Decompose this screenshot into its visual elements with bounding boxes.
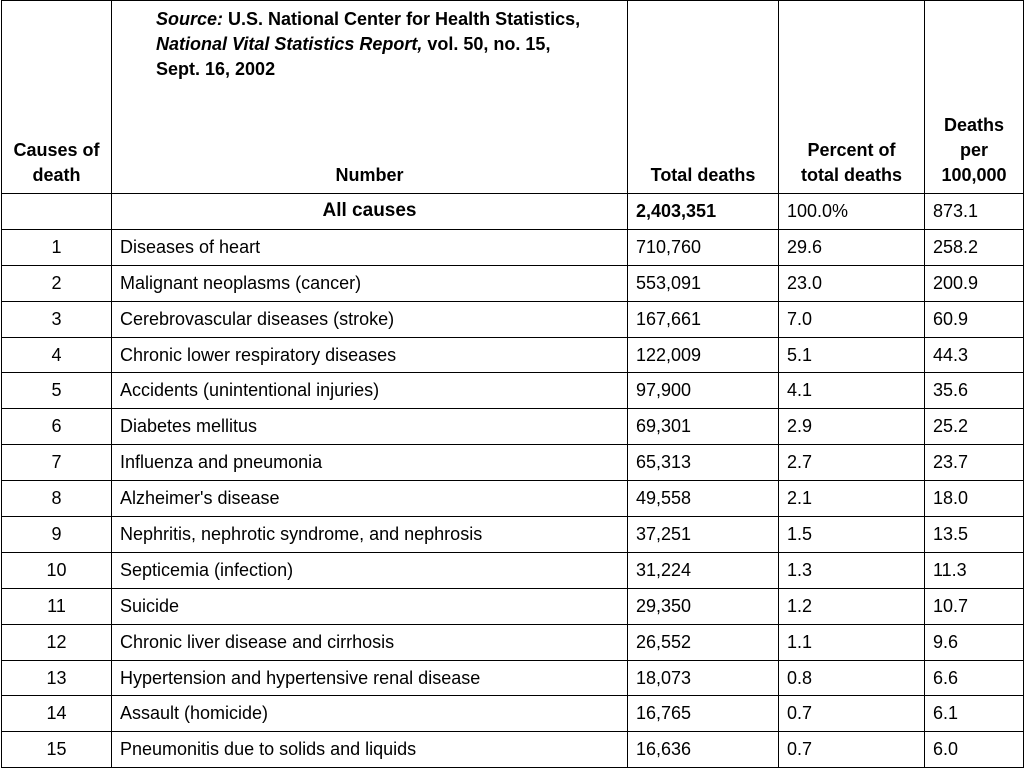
header-row <box>2 1 1024 194</box>
table-row <box>2 301 1024 337</box>
cause-cell: Nephritis, nephrotic syndrome, and nephrosis <box>112 517 628 553</box>
all-causes-rank <box>2 194 112 230</box>
cause-cell: Diseases of heart <box>112 229 628 265</box>
cause-cell: Chronic lower respiratory diseases <box>112 337 628 373</box>
percent-cell: 0.7 <box>779 732 925 768</box>
rate-cell: 44.3 <box>925 337 1024 373</box>
rank-cell: 3 <box>2 301 112 337</box>
rank-cell: 11 <box>2 588 112 624</box>
percent-cell: 23.0 <box>779 265 925 301</box>
total-deaths-cell: 69,301 <box>628 409 779 445</box>
deaths-table <box>1 0 1024 768</box>
percent-cell: 2.1 <box>779 481 925 517</box>
rate-cell: 6.1 <box>925 696 1024 732</box>
percent-header: Percent of total deaths <box>779 1 925 194</box>
source-text-2: vol. 50, no. 15, Sept. 16, 2002 <box>156 34 551 79</box>
total-deaths-cell: 65,313 <box>628 445 779 481</box>
rate-header: Deaths per 100,000 <box>925 1 1024 194</box>
rank-cell: 12 <box>2 624 112 660</box>
rate-cell: 258.2 <box>925 229 1024 265</box>
all-causes-row <box>2 194 1024 230</box>
table-row <box>2 409 1024 445</box>
total-deaths-cell: 37,251 <box>628 517 779 553</box>
table-row <box>2 481 1024 517</box>
rank-cell: 9 <box>2 517 112 553</box>
rank-cell: 5 <box>2 373 112 409</box>
table-row <box>2 265 1024 301</box>
percent-cell: 7.0 <box>779 301 925 337</box>
rate-cell: 200.9 <box>925 265 1024 301</box>
table-row <box>2 373 1024 409</box>
total-deaths-cell: 167,661 <box>628 301 779 337</box>
rate-cell: 18.0 <box>925 481 1024 517</box>
percent-cell: 29.6 <box>779 229 925 265</box>
total-deaths-cell: 18,073 <box>628 660 779 696</box>
percent-cell: 4.1 <box>779 373 925 409</box>
rank-cell: 2 <box>2 265 112 301</box>
total-deaths-cell: 16,765 <box>628 696 779 732</box>
number-label: Number <box>335 165 404 185</box>
cause-cell: Septicemia (infection) <box>112 552 628 588</box>
rank-cell: 8 <box>2 481 112 517</box>
rate-cell: 60.9 <box>925 301 1024 337</box>
total-deaths-cell: 553,091 <box>628 265 779 301</box>
all-causes-total: 2,403,351 <box>628 194 779 230</box>
percent-cell: 1.5 <box>779 517 925 553</box>
rate-cell: 35.6 <box>925 373 1024 409</box>
rate-cell: 25.2 <box>925 409 1024 445</box>
source-label: Source: <box>156 9 224 29</box>
cause-cell: Malignant neoplasms (cancer) <box>112 265 628 301</box>
rank-cell: 10 <box>2 552 112 588</box>
all-causes-rate: 873.1 <box>925 194 1024 230</box>
total-deaths-cell: 29,350 <box>628 588 779 624</box>
cause-cell: Influenza and pneumonia <box>112 445 628 481</box>
percent-cell: 1.3 <box>779 552 925 588</box>
causes-header: Causes of death <box>2 1 112 194</box>
percent-cell: 0.7 <box>779 696 925 732</box>
source-report-title: National Vital Statistics Report, <box>156 34 423 54</box>
total-deaths-cell: 122,009 <box>628 337 779 373</box>
cause-cell: Assault (homicide) <box>112 696 628 732</box>
cause-cell: Pneumonitis due to solids and liquids <box>112 732 628 768</box>
all-causes-label: All causes <box>112 194 628 230</box>
table-row <box>2 337 1024 373</box>
source-text-1: U.S. National Center for Health Statistics, <box>223 9 581 29</box>
cause-cell: Suicide <box>112 588 628 624</box>
rank-cell: 6 <box>2 409 112 445</box>
total-deaths-cell: 710,760 <box>628 229 779 265</box>
cause-cell: Alzheimer's disease <box>112 481 628 517</box>
percent-cell: 1.1 <box>779 624 925 660</box>
table-row <box>2 229 1024 265</box>
rate-cell: 9.6 <box>925 624 1024 660</box>
table-row <box>2 624 1024 660</box>
rank-cell: 14 <box>2 696 112 732</box>
rate-cell: 6.0 <box>925 732 1024 768</box>
rate-cell: 23.7 <box>925 445 1024 481</box>
rank-cell: 15 <box>2 732 112 768</box>
total-deaths-cell: 97,900 <box>628 373 779 409</box>
all-causes-percent: 100.0% <box>779 194 925 230</box>
total-deaths-header: Total deaths <box>628 1 779 194</box>
rank-cell: 4 <box>2 337 112 373</box>
table-row <box>2 445 1024 481</box>
percent-cell: 5.1 <box>779 337 925 373</box>
rate-cell: 6.6 <box>925 660 1024 696</box>
rank-cell: 1 <box>2 229 112 265</box>
table-row <box>2 660 1024 696</box>
rate-cell: 13.5 <box>925 517 1024 553</box>
table-row <box>2 732 1024 768</box>
cause-cell: Cerebrovascular diseases (stroke) <box>112 301 628 337</box>
rank-cell: 7 <box>2 445 112 481</box>
percent-cell: 2.9 <box>779 409 925 445</box>
total-deaths-cell: 16,636 <box>628 732 779 768</box>
rate-cell: 11.3 <box>925 552 1024 588</box>
source-note <box>156 7 586 82</box>
total-deaths-cell: 26,552 <box>628 624 779 660</box>
table-row <box>2 552 1024 588</box>
rank-cell: 13 <box>2 660 112 696</box>
percent-cell: 0.8 <box>779 660 925 696</box>
percent-cell: 1.2 <box>779 588 925 624</box>
total-deaths-cell: 31,224 <box>628 552 779 588</box>
table-row <box>2 517 1024 553</box>
rate-cell: 10.7 <box>925 588 1024 624</box>
table-row <box>2 696 1024 732</box>
cause-cell: Chronic liver disease and cirrhosis <box>112 624 628 660</box>
cause-cell: Accidents (unintentional injuries) <box>112 373 628 409</box>
cause-cell: Diabetes mellitus <box>112 409 628 445</box>
number-header <box>112 1 628 194</box>
table-row <box>2 588 1024 624</box>
percent-cell: 2.7 <box>779 445 925 481</box>
total-deaths-cell: 49,558 <box>628 481 779 517</box>
cause-cell: Hypertension and hypertensive renal disease <box>112 660 628 696</box>
